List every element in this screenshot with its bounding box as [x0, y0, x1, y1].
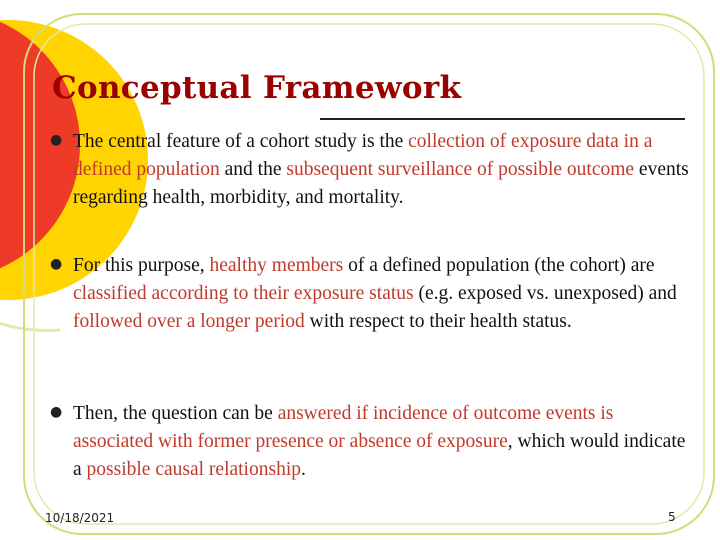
highlighted-phrase: collection of exposure data in a defined population: [73, 131, 653, 180]
text-run: of a defined population (the cohort) are: [343, 255, 655, 276]
bullet-text: [73, 400, 693, 484]
title-underline: [320, 118, 685, 120]
text-run: with respect to their health status.: [304, 311, 572, 332]
highlighted-phrase: healthy members: [209, 255, 344, 276]
text-run: events regarding health, morbidity, and mortality.: [73, 159, 689, 208]
bullet-text: [73, 128, 693, 212]
bullet-marker: ●: [50, 256, 63, 272]
text-run: Then, the question can be: [73, 403, 278, 424]
slide-title: Conceptual Framework: [52, 70, 462, 106]
highlighted-phrase: answered if incidence of outcome events is associated with former presence or absence of exposure: [73, 403, 614, 452]
text-run: The central feature of a cohort study is the: [73, 131, 409, 152]
text-run: and the: [219, 159, 287, 180]
text-run: , which would indicate a: [73, 431, 686, 480]
highlighted-phrase: subsequent surveillance of possible outcome: [286, 159, 635, 180]
bullet-text: [73, 252, 693, 336]
footer-date: 10/18/2021: [45, 511, 115, 525]
highlighted-phrase: classified according to their exposure status: [73, 283, 414, 304]
highlighted-phrase: possible causal relationship: [86, 459, 301, 480]
text-run: For this purpose,: [73, 255, 210, 276]
text-run: (e.g. exposed vs. unexposed) and: [413, 283, 677, 304]
text-run: .: [300, 459, 306, 480]
bullet-marker: ●: [50, 132, 63, 148]
page-number: 5: [668, 510, 676, 524]
bullet-marker: ●: [50, 404, 63, 420]
outer-frame-arc: [0, 320, 60, 331]
highlighted-phrase: followed over a longer period: [73, 311, 305, 332]
